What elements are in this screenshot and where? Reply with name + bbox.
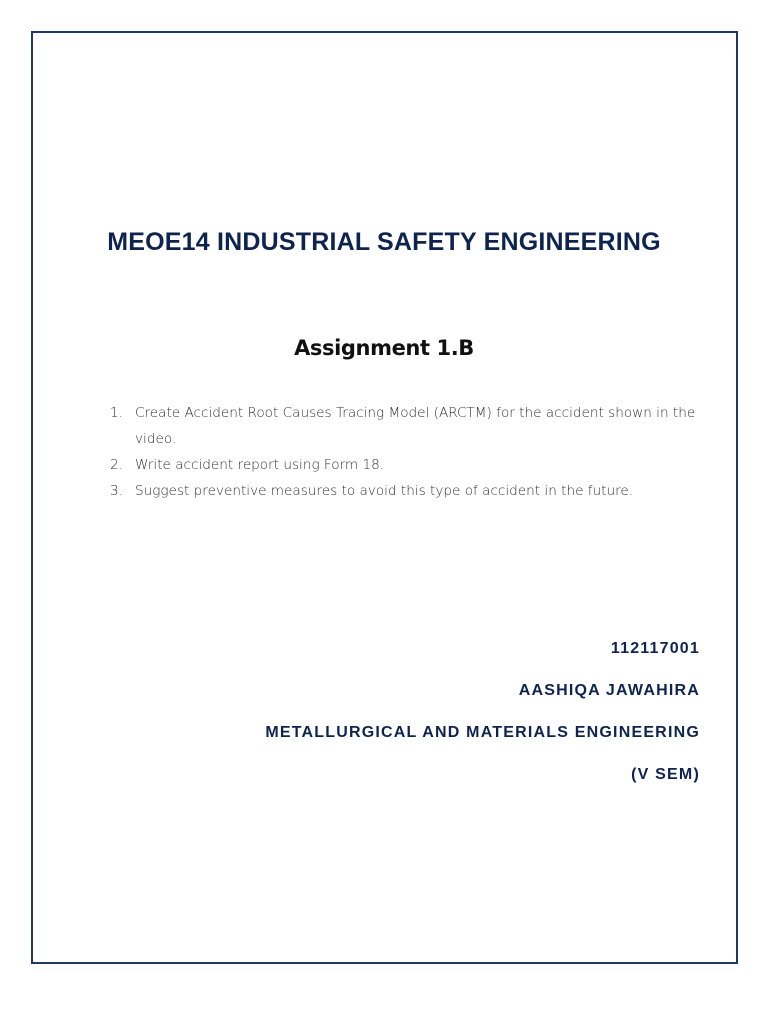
list-item xyxy=(110,400,702,452)
task-text: Create Accident Root Causes Tracing Model (ARCTM) for the accident shown in the video. xyxy=(135,405,696,447)
author-block xyxy=(265,636,700,804)
list-item xyxy=(110,452,702,478)
list-item xyxy=(110,478,702,504)
task-text: Suggest preventive measures to avoid this type of accident in the future. xyxy=(135,483,634,499)
author-name: AASHIQA JAWAHIRA xyxy=(518,682,700,699)
roll-number: 112117001 xyxy=(610,640,700,657)
task-number: 1. xyxy=(110,405,123,421)
task-list xyxy=(110,400,702,504)
task-number: 3. xyxy=(110,483,123,499)
course-title: MEOE14 INDUSTRIAL SAFETY ENGINEERING xyxy=(107,228,661,256)
assignment-title: Assignment 1.B xyxy=(294,336,474,360)
task-text: Write accident report using Form 18. xyxy=(135,457,385,473)
semester: (V SEM) xyxy=(631,766,700,783)
department: METALLURGICAL AND MATERIALS ENGINEERING xyxy=(265,724,700,741)
task-number: 2. xyxy=(110,457,123,473)
